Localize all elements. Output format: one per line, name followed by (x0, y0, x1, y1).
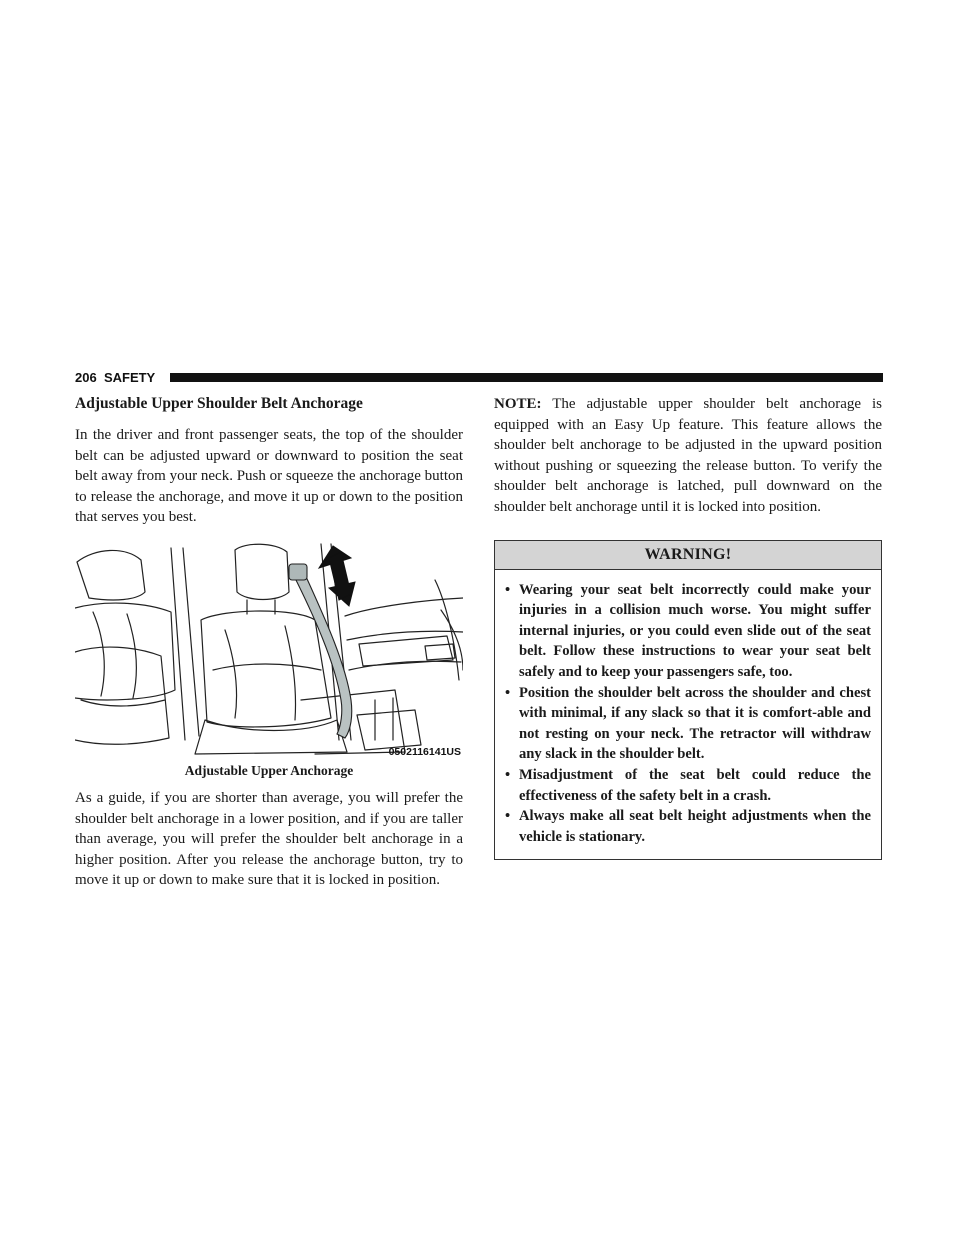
note-label: NOTE: (494, 396, 542, 412)
warning-item-text: Misadjustment of the seat belt could reduce the effectiveness of the safety belt in a crash. (519, 766, 871, 804)
bullet-icon: • (505, 766, 511, 783)
warning-item (505, 580, 871, 683)
note-text: The adjustable upper shoulder belt anchorage is equipped with an Easy Up feature. This feature allows the shoulder belt anchorage to be adjusted in the upward position without pushing or squeezing the release button. To verify the shoulder belt anchorage is latched, pull downward on the shoulder belt anchorage until it is locked into position. (494, 396, 882, 515)
page-header (75, 370, 883, 386)
left-column (75, 394, 463, 891)
warning-item-text: Position the shoulder belt across the shoulder and chest with minimal, if any slack so that it is comfort-able and not resting on your neck. The retractor will withdraw any slack in the shoulder belt. (519, 684, 871, 763)
bullet-icon: • (505, 808, 511, 825)
right-column (494, 394, 882, 860)
figure-code: 0502116141US (388, 745, 461, 758)
section-name: SAFETY (103, 370, 156, 385)
intro-paragraph: In the driver and front passenger seats, the top of the shoulder belt can be adjusted upward or downward to position the seat belt away from your neck. Push or squeeze the anchorage button to release the anchorage, and move it up or down to the position that serves you best. (75, 427, 463, 526)
figure-caption: Adjustable Upper Anchorage (184, 762, 354, 778)
seat-belt-illustration (75, 540, 463, 760)
warning-item-text: Wearing your seat belt incorrectly could make your injuries in a collision much worse. You might suffer internal injuries, or you could even slide out of the seat belt. Follow these instructions to wear your seat belt safely and to keep your passengers safe, too. (519, 581, 871, 680)
guide-paragraph: As a guide, if you are shorter than average, you will prefer the shoulder belt anchorage in a lower position, and if you are taller than average, you will prefer the shoulder belt anchorage in a higher position. After you release the anchorage button, try to move it up or down to make sure that it is locked in position. (75, 789, 463, 889)
warning-item-text: Always make all seat belt height adjustments when the vehicle is stationary. (519, 808, 871, 845)
bullet-icon: • (505, 684, 511, 701)
bullet-icon: • (505, 581, 511, 598)
warning-title: WARNING! (495, 541, 881, 570)
seat-belt-drawing (75, 540, 463, 760)
section-title: Adjustable Upper Shoulder Belt Anchorage (75, 395, 363, 412)
warning-box (494, 540, 882, 861)
header-label (75, 370, 155, 386)
page-number: 206 (75, 370, 97, 385)
warning-list (495, 570, 881, 860)
warning-item (505, 683, 871, 765)
warning-item (505, 806, 871, 847)
note-paragraph (494, 394, 882, 518)
header-rule (170, 373, 883, 382)
warning-item (505, 765, 871, 806)
